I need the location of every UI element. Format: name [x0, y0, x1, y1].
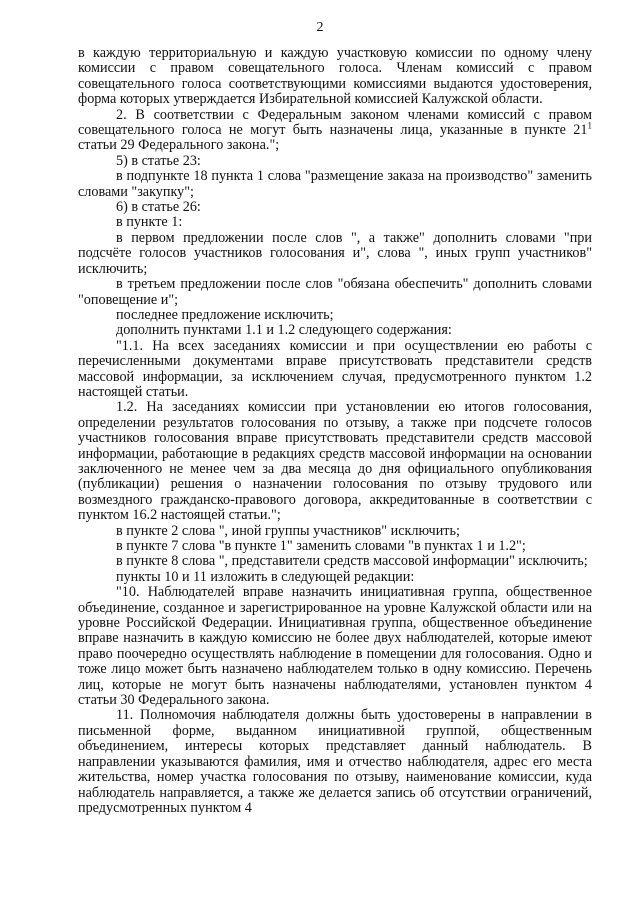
- paragraph-2-text: 2. В соответствии с Федеральным законом членами комиссий с правом совещательного голоса не могут быть назначены лица, указанные в пункте 21: [78, 106, 592, 139]
- paragraph-3: 5) в статье 23:: [116, 152, 201, 169]
- paragraph-8: в третьем предложении после слов "обязана обеспечить" дополнить словами "оповещение и";: [78, 276, 592, 308]
- paragraph-9: последнее предложение исключить;: [116, 306, 334, 323]
- paragraph-17: "10. Наблюдателей вправе назначить инициативная группа, общественное объединение, созданное и зарегистрированное на уровне Калужской области или на уровне Российской Федерации. Инициативная группа, общественное объединение вправе назначить в каждую комиссию не более двух наблюдателей, которые имеют право поочередно осуществлять наблюдение в помещении для голосования. Одно и тоже лицо может быть назначено наблюдателем только в одну комиссию. Перечень лиц, которые не могут быть назначены наблюдателями, установлен пунктом 4 статьи 30 Федерального закона.: [78, 584, 592, 709]
- paragraph-7: в первом предложении после слов ", а также" дополнить словами "при подсчёте голосов участников голосования и", слова ", иных групп участников" исключить;: [78, 229, 592, 277]
- paragraph-4: в подпункте 18 пункта 1 слова "размещение заказа на производство" заменить словами "закупку";: [78, 168, 592, 200]
- paragraph-6: в пункте 1:: [116, 214, 183, 231]
- paragraph-2: [78, 108, 592, 154]
- paragraph-10: дополнить пунктами 1.1 и 1.2 следующего содержания:: [116, 322, 452, 339]
- paragraph-12: 1.2. На заседаниях комиссии при установлении ею итогов голосования, определении результатов голосования по отзыву, а также при подсчете голосов участников голосования вправе присутствовать представители средств массовой информации, работающие в редакциях средств массовой информации на основании заключенного не менее чем за два месяца до дня официального опубликования (публикации) решения о назначении голосования по отзыву трудового или возмездного гражданско-правового договора, аккредитованные в соответствии с пунктом 16.2 настоящей статьи.";: [78, 399, 592, 524]
- paragraph-14: в пункте 7 слова "в пункте 1" заменить словами "в пунктах 1 и 1.2";: [116, 538, 526, 554]
- page-number: 2: [316, 20, 324, 35]
- paragraph-15: в пункте 8 слова ", представители средств массовой информации" исключить;: [116, 553, 588, 570]
- paragraph-16: пункты 10 и 11 изложить в следующей редакции:: [116, 568, 415, 585]
- document-body: [78, 46, 592, 816]
- paragraph-13: в пункте 2 слова ", иной группы участников" исключить;: [116, 522, 460, 539]
- paragraph-18: 11. Полномочия наблюдателя должны быть удостоверены в направлении в письменной форме, выданном инициативной группой, общественным объединением, интересы которых представляет данный наблюдатель. В направлении указываются фамилия, имя и отчество наблюдателя, адрес его места жительства, номер участка голосования по отзыву, наименование комиссии, куда наблюдатель направляется, а также же делается запись об отсутствии ограничений, предусмотренных пунктом 4: [78, 707, 592, 816]
- paragraph-5: 6) в статье 26:: [116, 199, 201, 216]
- footnote-superscript: 1: [587, 120, 592, 131]
- paragraph-2-tail: статьи 29 Федерального закона.";: [78, 137, 280, 154]
- paragraph-1: в каждую территориальную и каждую участковую комиссии по одному члену комиссии с правом совещательного голоса. Членам комиссий с правом совещательного голоса соответствующими комиссиями выдаются удостоверения, форма которых утверждается Избирательной комиссией Калужской области.: [78, 45, 592, 108]
- paragraph-11: "1.1. На всех заседаниях комиссии и при осуществлении ею работы с перечисленными документами вправе присутствовать представители средств массовой информации, за исключением случая, предусмотренного пунктом 1.2 настоящей статьи.: [78, 337, 592, 400]
